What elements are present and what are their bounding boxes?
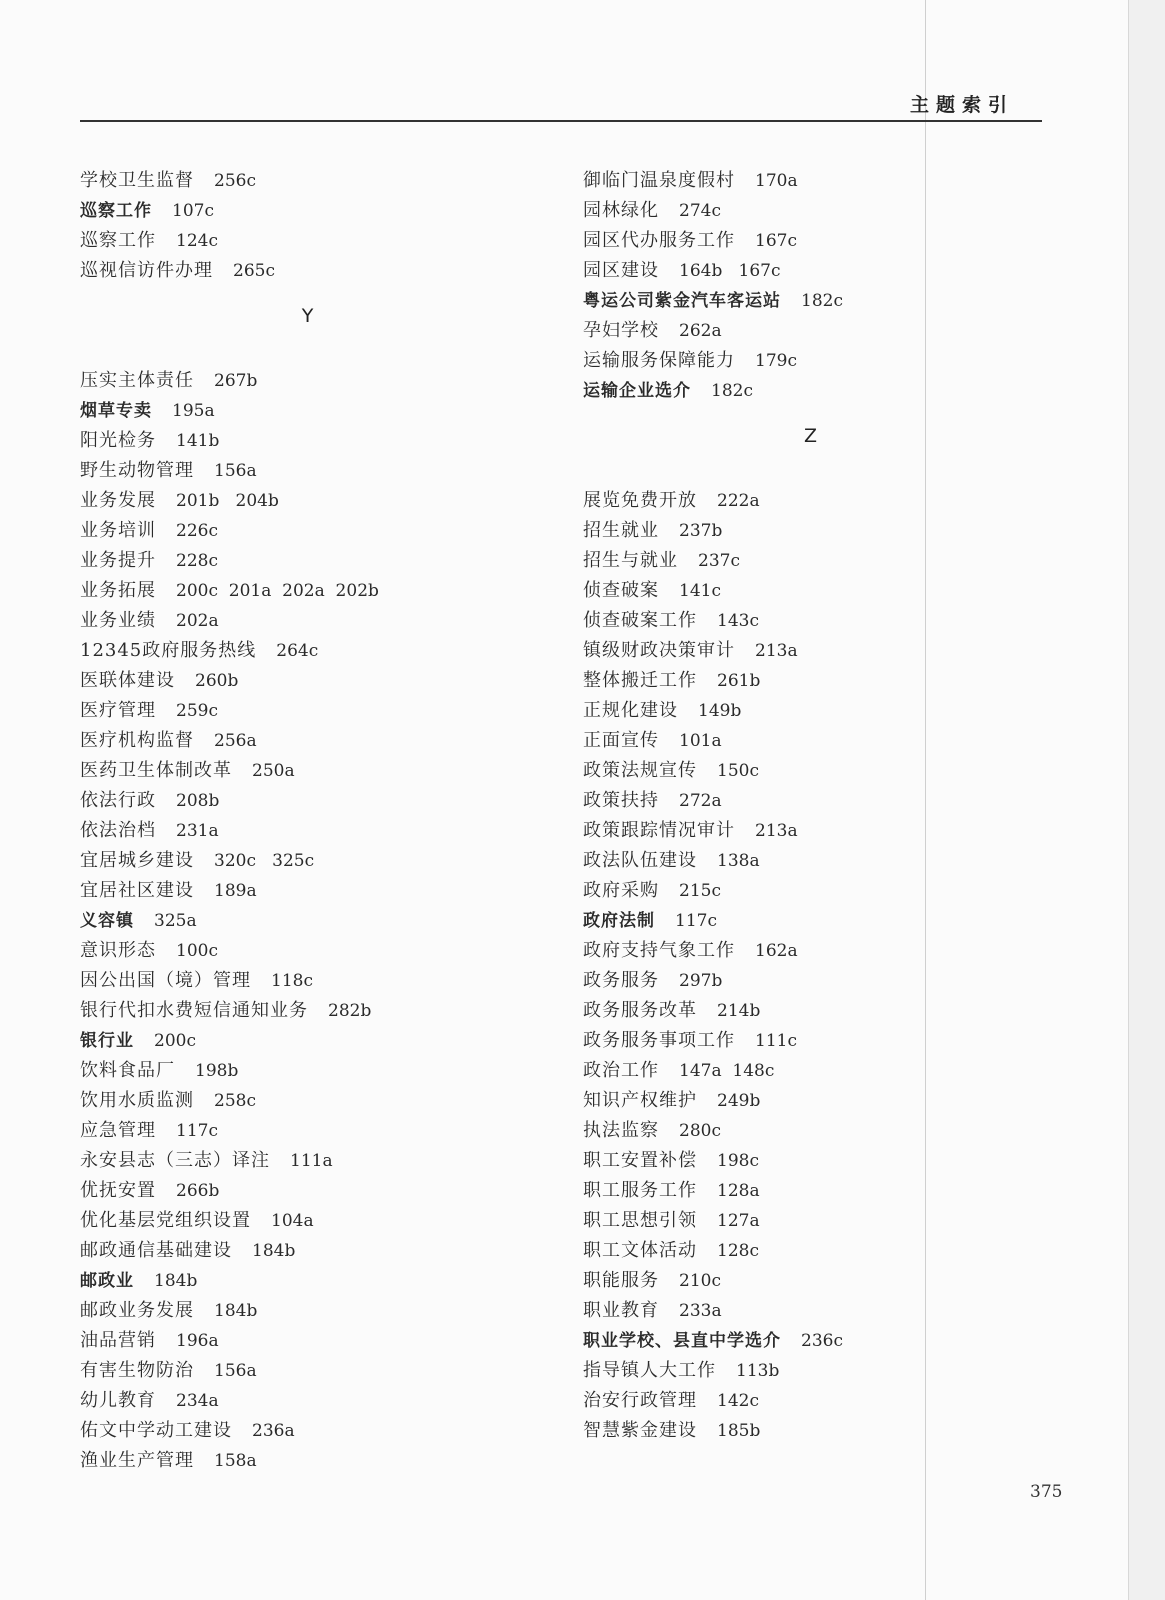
index-entry-pages: 213a [755, 641, 798, 661]
index-section-letter: Z [803, 425, 818, 447]
index-entry-pages: 127a [717, 1211, 760, 1231]
index-entry-pages: 325a [154, 911, 197, 931]
index-entry-term: 银行业 [80, 1031, 134, 1051]
index-entry [583, 546, 1053, 576]
index-entry-term: 义容镇 [80, 911, 134, 931]
index-entry-pages: 164b 167c [679, 261, 781, 281]
index-entry-term: 邮政通信基础建设 [80, 1240, 232, 1261]
index-entry-pages: 234a [176, 1391, 219, 1411]
index-entry-term: 政策扶持 [583, 790, 659, 811]
index-entry [80, 816, 550, 846]
index-entry [583, 636, 1053, 666]
index-entry [583, 166, 1053, 196]
index-entry [80, 1026, 550, 1056]
index-entry [80, 546, 550, 576]
index-entry-term: 巡察工作 [80, 201, 152, 221]
index-entry [583, 1296, 1053, 1326]
index-entry [80, 936, 550, 966]
index-entry-term: 整体搬迁工作 [583, 670, 697, 691]
index-entry-term: 烟草专卖 [80, 401, 152, 421]
index-entry [583, 286, 1053, 316]
index-entry-term: 业务培训 [80, 520, 156, 541]
index-entry-pages: 213a [755, 821, 798, 841]
index-entry-pages: 100c [176, 941, 218, 961]
index-entry-pages: 228c [176, 551, 218, 571]
index-entry [80, 456, 550, 486]
index-entry-pages: 158a [214, 1451, 257, 1471]
index-entry-pages: 200c [154, 1031, 196, 1051]
index-entry-pages: 237c [698, 551, 740, 571]
index-entry-pages: 202a [176, 611, 219, 631]
index-entry-term: 招生就业 [583, 520, 659, 541]
index-entry-pages: 237b [679, 521, 723, 541]
index-entry-pages: 179c [755, 351, 797, 371]
index-entry-term: 运输服务保障能力 [583, 350, 735, 371]
index-entry [80, 1356, 550, 1386]
index-entry [80, 996, 550, 1026]
index-entry [583, 376, 1053, 406]
index-entry [583, 816, 1053, 846]
index-entry-term: 职工服务工作 [583, 1180, 697, 1201]
index-entry-pages: 142c [717, 1391, 759, 1411]
index-entry-pages: 117c [176, 1121, 218, 1141]
index-entry [80, 1086, 550, 1116]
index-entry-pages: 156a [214, 1361, 257, 1381]
index-entry-term: 业务拓展 [80, 580, 156, 601]
index-entry-pages: 233a [679, 1301, 722, 1321]
index-entry-pages: 150c [717, 761, 759, 781]
index-entry [583, 876, 1053, 906]
index-entry [80, 1296, 550, 1326]
index-entry-term: 幼儿教育 [80, 1390, 156, 1411]
running-header-title: 主题索引 [910, 94, 1015, 116]
index-entry-term: 巡察工作 [80, 230, 156, 251]
index-entry [80, 906, 550, 936]
index-entry [583, 316, 1053, 346]
index-entry-term: 孕妇学校 [583, 320, 659, 341]
index-entry-pages: 195a [172, 401, 215, 421]
index-entry [80, 1446, 550, 1476]
index-entry-term: 依法行政 [80, 790, 156, 811]
index-entry [80, 606, 550, 636]
index-entry [80, 1146, 550, 1176]
index-entry-term: 佑文中学动工建设 [80, 1420, 232, 1441]
index-entry-pages: 210c [679, 1271, 721, 1291]
index-entry [583, 346, 1053, 376]
index-entry-term: 有害生物防治 [80, 1360, 194, 1381]
index-entry-pages: 124c [176, 231, 218, 251]
index-entry-term: 正面宣传 [583, 730, 659, 751]
header-rule [80, 120, 1042, 122]
index-entry-pages: 272a [679, 791, 722, 811]
index-entry-pages: 104a [271, 1211, 314, 1231]
index-entry [80, 636, 550, 666]
index-entry-term: 政务服务事项工作 [583, 1030, 735, 1051]
index-entry-term: 政法队伍建设 [583, 850, 697, 871]
index-entry-term: 业务发展 [80, 490, 156, 511]
index-entry-pages: 200c 201a 202a 202b [176, 581, 379, 601]
index-entry [583, 1236, 1053, 1266]
index-entry [80, 846, 550, 876]
index-entry-term: 依法治档 [80, 820, 156, 841]
index-entry-pages: 184b [252, 1241, 296, 1261]
index-entry-term: 业务提升 [80, 550, 156, 571]
index-entry-pages: 143c [717, 611, 759, 631]
index-entry-pages: 265c [233, 261, 275, 281]
index-entry [583, 1026, 1053, 1056]
index-entry [583, 1266, 1053, 1296]
index-entry [583, 576, 1053, 606]
index-entry [583, 606, 1053, 636]
index-entry [583, 1326, 1053, 1356]
index-entry-term: 指导镇人大工作 [583, 1360, 716, 1381]
index-entry-term: 意识形态 [80, 940, 156, 961]
index-entry-pages: 111a [290, 1151, 333, 1171]
index-entry-term: 职业教育 [583, 1300, 659, 1321]
index-entry-pages: 128a [717, 1181, 760, 1201]
index-entry-pages: 162a [755, 941, 798, 961]
index-entry-term: 御临门温泉度假村 [583, 170, 735, 191]
index-entry-term: 运输企业选介 [583, 381, 691, 401]
index-entry-pages: 267b [214, 371, 258, 391]
index-entry-term: 野生动物管理 [80, 460, 194, 481]
index-entry-term: 职能服务 [583, 1270, 659, 1291]
index-entry-pages: 215c [679, 881, 721, 901]
index-entry-term: 银行代扣水费短信通知业务 [80, 1000, 308, 1021]
index-entry [80, 756, 550, 786]
index-entry-pages: 264c [276, 641, 319, 661]
index-entry [80, 1236, 550, 1266]
index-entry-term: 医联体建设 [80, 670, 175, 691]
index-entry-pages: 117c [675, 911, 717, 931]
index-entry-term: 业务业绩 [80, 610, 156, 631]
index-entry [583, 906, 1053, 936]
index-entry-pages: 259c [176, 701, 218, 721]
index-entry-term: 宜居城乡建设 [80, 850, 194, 871]
index-entry [80, 1116, 550, 1146]
index-entry-term: 智慧紫金建设 [583, 1420, 697, 1441]
index-entry-pages: 182c [801, 291, 843, 311]
index-entry-pages: 147a 148c [679, 1061, 775, 1081]
index-entry-pages: 250a [252, 761, 295, 781]
index-entry-pages: 170a [755, 171, 798, 191]
index-entry-term: 邮政业 [80, 1271, 134, 1291]
index-entry-term: 应急管理 [80, 1120, 156, 1141]
index-entry-pages: 260b [195, 671, 239, 691]
index-entry [583, 1056, 1053, 1086]
index-entry-pages: 196a [176, 1331, 219, 1351]
index-entry-term: 招生与就业 [583, 550, 678, 571]
index-entry-term: 政策法规宣传 [583, 760, 697, 781]
index-entry-pages: 201b 204b [176, 491, 279, 511]
index-entry [583, 966, 1053, 996]
index-entry-term: 医药卫生体制改革 [80, 760, 232, 781]
index-entry-pages: 118c [271, 971, 313, 991]
index-entry-pages: 141c [679, 581, 721, 601]
index-entry [583, 996, 1053, 1026]
index-entry-term: 因公出国（境）管理 [80, 970, 251, 991]
index-entry-pages: 113b [736, 1361, 780, 1381]
index-entry-term: 知识产权维护 [583, 1090, 697, 1111]
index-entry-pages: 261b [717, 671, 761, 691]
index-entry-pages: 184b [214, 1301, 258, 1321]
index-entry-pages: 149b [698, 701, 742, 721]
index-entry [583, 1146, 1053, 1176]
index-entry-pages: 107c [172, 201, 214, 221]
index-entry [583, 1116, 1053, 1146]
index-entry-pages: 185b [717, 1421, 761, 1441]
index-entry-pages: 231a [176, 821, 219, 841]
index-entry-term: 饮料食品厂 [80, 1060, 175, 1081]
index-entry [80, 666, 550, 696]
index-entry-pages: 266b [176, 1181, 220, 1201]
index-entry [583, 1416, 1053, 1446]
index-entry [80, 1176, 550, 1206]
index-entry [583, 1086, 1053, 1116]
index-entry [80, 226, 550, 256]
index-column-left [80, 166, 550, 1476]
index-entry [583, 756, 1053, 786]
index-entry-pages: 258c [214, 1091, 256, 1111]
index-entry-term: 执法监察 [583, 1120, 659, 1141]
index-entry-term: 阳光检务 [80, 430, 156, 451]
index-entry-term: 政府支持气象工作 [583, 940, 735, 961]
index-entry-pages: 236a [252, 1421, 295, 1441]
index-column-right [583, 166, 1053, 1446]
index-entry-pages: 236c [801, 1331, 843, 1351]
index-entry [583, 666, 1053, 696]
index-entry [80, 196, 550, 226]
index-entry [80, 966, 550, 996]
index-entry [80, 396, 550, 426]
index-entry [80, 786, 550, 816]
index-entry-term: 职工思想引领 [583, 1210, 697, 1231]
index-entry [583, 1356, 1053, 1386]
index-entry [80, 256, 550, 286]
index-entry [80, 366, 550, 396]
index-entry-term: 政务服务 [583, 970, 659, 991]
index-entry [583, 1206, 1053, 1236]
index-entry-pages: 297b [679, 971, 723, 991]
index-entry [583, 936, 1053, 966]
index-entry-term: 压实主体责任 [80, 370, 194, 391]
index-entry [583, 846, 1053, 876]
index-entry-pages: 156a [214, 461, 257, 481]
index-entry-pages: 214b [717, 1001, 761, 1021]
index-entry-term: 园区代办服务工作 [583, 230, 735, 251]
index-entry-pages: 280c [679, 1121, 721, 1141]
index-entry [583, 256, 1053, 286]
index-entry-pages: 138a [717, 851, 760, 871]
index-entry [80, 166, 550, 196]
index-entry-term: 永安县志（三志）译注 [80, 1150, 270, 1171]
index-entry-term: 政府法制 [583, 911, 655, 931]
index-entry-pages: 320c 325c [214, 851, 315, 871]
index-entry [583, 726, 1053, 756]
index-entry-term: 正规化建设 [583, 700, 678, 721]
page-edge [1128, 0, 1165, 1600]
index-entry-term: 巡视信访件办理 [80, 260, 213, 281]
index-entry [80, 1326, 550, 1356]
index-entry-term: 园林绿化 [583, 200, 659, 221]
index-entry-pages: 198b [195, 1061, 239, 1081]
index-entry-term: 学校卫生监督 [80, 170, 194, 191]
index-entry-pages: 182c [711, 381, 753, 401]
index-entry-pages: 256c [214, 171, 256, 191]
index-entry [80, 726, 550, 756]
index-entry [80, 1386, 550, 1416]
index-entry [80, 1416, 550, 1446]
index-entry-pages: 111c [755, 1031, 797, 1051]
index-entry-term: 镇级财政决策审计 [583, 640, 735, 661]
index-entry-term: 治安行政管理 [583, 1390, 697, 1411]
index-entry-term: 侦查破案工作 [583, 610, 697, 631]
index-entry-pages: 208b [176, 791, 220, 811]
index-entry-term: 展览免费开放 [583, 490, 697, 511]
index-entry [583, 196, 1053, 226]
index-entry-term: 政务服务改革 [583, 1000, 697, 1021]
index-entry [583, 1176, 1053, 1206]
index-entry [583, 1386, 1053, 1416]
index-entry-pages: 256a [214, 731, 257, 751]
index-entry-pages: 282b [328, 1001, 372, 1021]
index-entry [80, 1206, 550, 1236]
index-entry-pages: 198c [717, 1151, 759, 1171]
index-entry [80, 1056, 550, 1086]
index-entry [583, 786, 1053, 816]
index-entry-pages: 128c [717, 1241, 759, 1261]
index-entry [80, 516, 550, 546]
index-entry [583, 516, 1053, 546]
index-entry-term: 侦查破案 [583, 580, 659, 601]
index-entry [583, 696, 1053, 726]
index-entry-pages: 274c [679, 201, 721, 221]
index-entry-pages: 189a [214, 881, 257, 901]
index-entry-term: 优抚安置 [80, 1180, 156, 1201]
index-entry-pages: 184b [154, 1271, 198, 1291]
index-entry-term: 政府采购 [583, 880, 659, 901]
index-section-letter: Y [301, 305, 314, 327]
index-entry-term: 饮用水质监测 [80, 1090, 194, 1111]
index-entry [80, 426, 550, 456]
index-entry [80, 486, 550, 516]
index-entry-pages: 167c [755, 231, 797, 251]
index-entry-term: 油品营销 [80, 1330, 156, 1351]
index-entry [80, 1266, 550, 1296]
index-entry [80, 876, 550, 906]
index-entry-term: 职工安置补偿 [583, 1150, 697, 1171]
index-entry-pages: 226c [176, 521, 218, 541]
index-entry-term: 职业学校、县直中学选介 [583, 1331, 781, 1351]
index-entry-pages: 222a [717, 491, 760, 511]
index-entry-term: 职工文体活动 [583, 1240, 697, 1261]
index-entry-pages: 101a [679, 731, 722, 751]
index-entry-term: 政治工作 [583, 1060, 659, 1081]
index-entry-term: 12345政府服务热线 [80, 640, 257, 661]
index-entry-pages: 141b [176, 431, 220, 451]
index-entry-term: 医疗管理 [80, 700, 156, 721]
index-entry-pages: 249b [717, 1091, 761, 1111]
index-entry-term: 粤运公司紫金汽车客运站 [583, 291, 781, 311]
index-entry-term: 医疗机构监督 [80, 730, 194, 751]
index-entry-term: 政策跟踪情况审计 [583, 820, 735, 841]
index-entry-pages: 262a [679, 321, 722, 341]
index-entry-term: 园区建设 [583, 260, 659, 281]
index-entry [80, 696, 550, 726]
index-entry-term: 优化基层党组织设置 [80, 1210, 251, 1231]
index-entry-term: 宜居社区建设 [80, 880, 194, 901]
index-entry [583, 226, 1053, 256]
page-number: 375 [1030, 1482, 1063, 1502]
index-entry [583, 486, 1053, 516]
index-entry-term: 邮政业务发展 [80, 1300, 194, 1321]
index-entry-term: 渔业生产管理 [80, 1450, 194, 1471]
index-entry [80, 576, 550, 606]
